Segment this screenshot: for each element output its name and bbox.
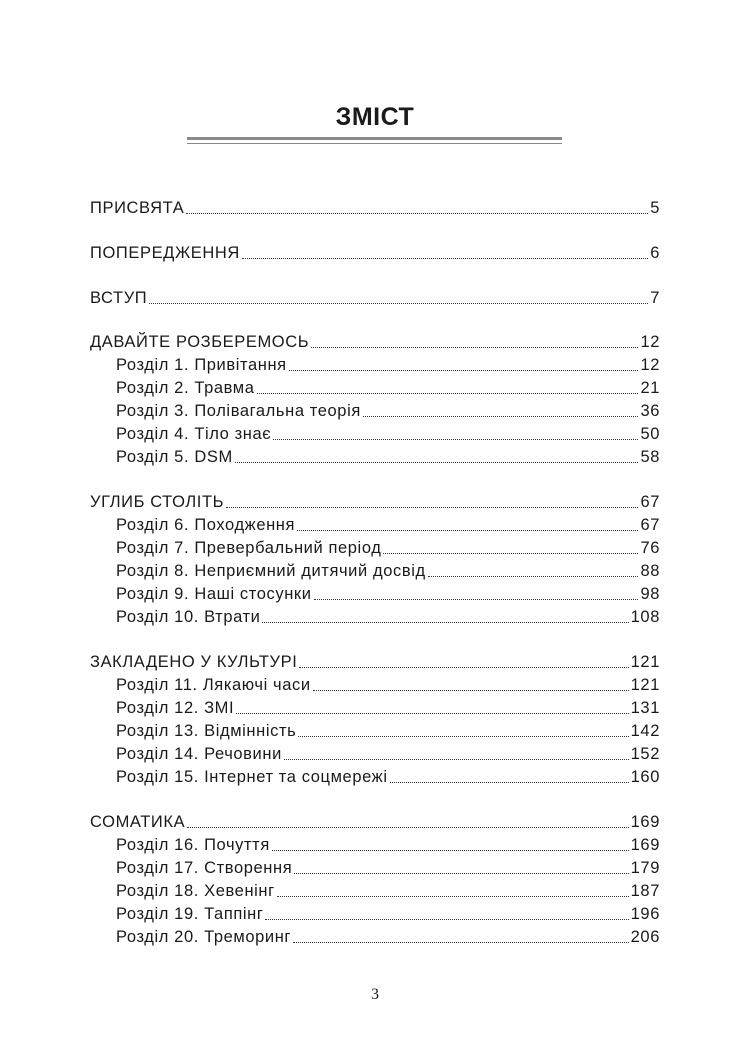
- toc-entry-label: Розділ 17. Створення: [116, 859, 293, 877]
- dot-leader: [284, 759, 629, 760]
- toc-chapter-entry[interactable]: [116, 376, 660, 398]
- toc-chapter-entry[interactable]: [116, 719, 660, 741]
- toc-entry-page: 169: [630, 813, 660, 831]
- toc-chapter-entry[interactable]: [116, 833, 660, 855]
- toc-entry-label: Розділ 3. Полівагальна теорія: [116, 402, 361, 420]
- toc-chapter-entry[interactable]: [116, 856, 660, 878]
- dot-leader: [294, 873, 628, 874]
- toc-entry-page: 187: [630, 882, 660, 900]
- dot-leader: [235, 462, 639, 463]
- toc-entry-page: 36: [640, 402, 660, 420]
- toc-entry-page: 160: [630, 768, 660, 786]
- dot-leader: [277, 896, 629, 897]
- dot-leader: [262, 622, 628, 623]
- toc-entry-page: 12: [640, 333, 660, 351]
- dot-leader: [273, 439, 638, 440]
- toc-entry-page: 7: [650, 289, 660, 307]
- toc-entry-label: Розділ 4. Тіло знає: [116, 425, 272, 443]
- dot-leader: [257, 393, 639, 394]
- toc-entry-label: Розділ 18. Хевенінг: [116, 882, 275, 900]
- dot-leader: [236, 713, 628, 714]
- dot-leader: [289, 370, 639, 371]
- toc-entry-label: ВСТУП: [90, 289, 148, 307]
- dot-leader: [363, 416, 639, 417]
- toc-chapter-entry[interactable]: [116, 353, 660, 375]
- toc-chapter-entry[interactable]: [116, 399, 660, 421]
- toc-chapter-entry[interactable]: [116, 445, 660, 467]
- toc-part-entry[interactable]: [90, 490, 660, 512]
- toc-entry-label: ПРИСВЯТА: [90, 199, 185, 217]
- toc-entry-page: 179: [630, 859, 660, 877]
- dot-leader: [187, 827, 628, 828]
- toc-entry-page: 76: [640, 539, 660, 557]
- toc-entry-page: 206: [630, 928, 660, 946]
- toc-entry-label: Розділ 5. DSM: [116, 448, 233, 466]
- toc-entry-label: ДАВАЙТЕ РОЗБЕРЕМОСЬ: [90, 333, 310, 351]
- dot-leader: [226, 507, 638, 508]
- toc-entry-page: 108: [630, 608, 660, 626]
- toc-entry-label: Розділ 8. Неприємний дитячий досвід: [116, 562, 426, 580]
- toc-entry-label: СОМАТИКА: [90, 813, 186, 831]
- toc-entry-label: Розділ 20. Треморинг: [116, 928, 292, 946]
- toc-entry-label: Розділ 11. Лякаючі часи: [116, 676, 311, 694]
- toc-part-entry[interactable]: [90, 286, 660, 308]
- toc-entry-page: 6: [650, 244, 660, 262]
- dot-leader: [299, 667, 628, 668]
- dot-leader: [298, 736, 628, 737]
- toc-entry-page: 196: [630, 905, 660, 923]
- dot-leader: [390, 782, 629, 783]
- page-title: ЗМІСТ: [335, 103, 415, 131]
- toc-part-entry[interactable]: [90, 650, 660, 672]
- toc-entry-page: 67: [640, 493, 660, 511]
- toc-entry-label: Розділ 12. ЗМІ: [116, 699, 235, 717]
- toc-entry-label: Розділ 6. Походження: [116, 516, 296, 534]
- toc-entry-label: Розділ 2. Травма: [116, 379, 255, 397]
- toc-chapter-entry[interactable]: [116, 925, 660, 947]
- toc-chapter-entry[interactable]: [116, 536, 660, 558]
- toc-entry-label: ЗАКЛАДЕНО У КУЛЬТУРІ: [90, 653, 298, 671]
- toc-entry-label: Розділ 14. Речовини: [116, 745, 282, 763]
- toc-entry-label: Розділ 1. Привітання: [116, 356, 287, 374]
- dot-leader: [149, 303, 648, 304]
- toc-entry-page: 121: [630, 653, 660, 671]
- toc-entry-page: 12: [640, 356, 660, 374]
- toc-entry-label: Розділ 7. Превербальний період: [116, 539, 382, 557]
- toc-entry-label: Розділ 19. Таппінг: [116, 905, 264, 923]
- toc-entry-label: Розділ 16. Почуття: [116, 836, 270, 854]
- toc-entry-page: 21: [640, 379, 660, 397]
- toc-chapter-entry[interactable]: [116, 742, 660, 764]
- toc-entry-page: 152: [630, 745, 660, 763]
- toc-entry-page: 88: [640, 562, 660, 580]
- dot-leader: [314, 599, 639, 600]
- toc-chapter-entry[interactable]: [116, 765, 660, 787]
- toc-entry-page: 142: [630, 722, 660, 740]
- toc-part-entry[interactable]: [90, 241, 660, 263]
- toc-chapter-entry[interactable]: [116, 673, 660, 695]
- dot-leader: [186, 213, 648, 214]
- toc-entry-label: УГЛИБ СТОЛІТЬ: [90, 493, 225, 511]
- toc-entry-page: 121: [630, 676, 660, 694]
- toc-entry-label: Розділ 9. Наші стосунки: [116, 585, 312, 603]
- toc-entry-page: 5: [650, 199, 660, 217]
- toc-entry-page: 131: [630, 699, 660, 717]
- dot-leader: [265, 919, 628, 920]
- toc-part-entry[interactable]: [90, 330, 660, 352]
- toc-part-entry[interactable]: [90, 196, 660, 218]
- toc-entry-page: 50: [640, 425, 660, 443]
- toc-chapter-entry[interactable]: [116, 513, 660, 535]
- dot-leader: [383, 553, 638, 554]
- toc-entry-label: Розділ 13. Відмінність: [116, 722, 297, 740]
- toc-chapter-entry[interactable]: [116, 582, 660, 604]
- toc-entry-label: ПОПЕРЕДЖЕННЯ: [90, 244, 240, 262]
- toc-chapter-entry[interactable]: [116, 605, 660, 627]
- dot-leader: [297, 530, 638, 531]
- toc-entry-label: Розділ 15. Інтернет та соцмережі: [116, 768, 388, 786]
- toc-part-entry[interactable]: [90, 810, 660, 832]
- dot-leader: [272, 850, 629, 851]
- toc-chapter-entry[interactable]: [116, 696, 660, 718]
- toc-entry-page: 67: [640, 516, 660, 534]
- toc-entry-label: Розділ 10. Втрати: [116, 608, 261, 626]
- title-underline-thick: [187, 137, 562, 140]
- toc-entry-page: 58: [640, 448, 660, 466]
- dot-leader: [242, 258, 648, 259]
- toc-chapter-entry[interactable]: [116, 902, 660, 924]
- dot-leader: [311, 347, 638, 348]
- dot-leader: [313, 690, 629, 691]
- toc-chapter-entry[interactable]: [116, 879, 660, 901]
- dot-leader: [428, 576, 639, 577]
- title-underline-thin: [187, 143, 562, 144]
- toc-chapter-entry[interactable]: [116, 422, 660, 444]
- page-number: 3: [371, 986, 379, 1003]
- toc-chapter-entry[interactable]: [116, 559, 660, 581]
- toc-entry-page: 98: [640, 585, 660, 603]
- dot-leader: [293, 942, 629, 943]
- toc-entry-page: 169: [630, 836, 660, 854]
